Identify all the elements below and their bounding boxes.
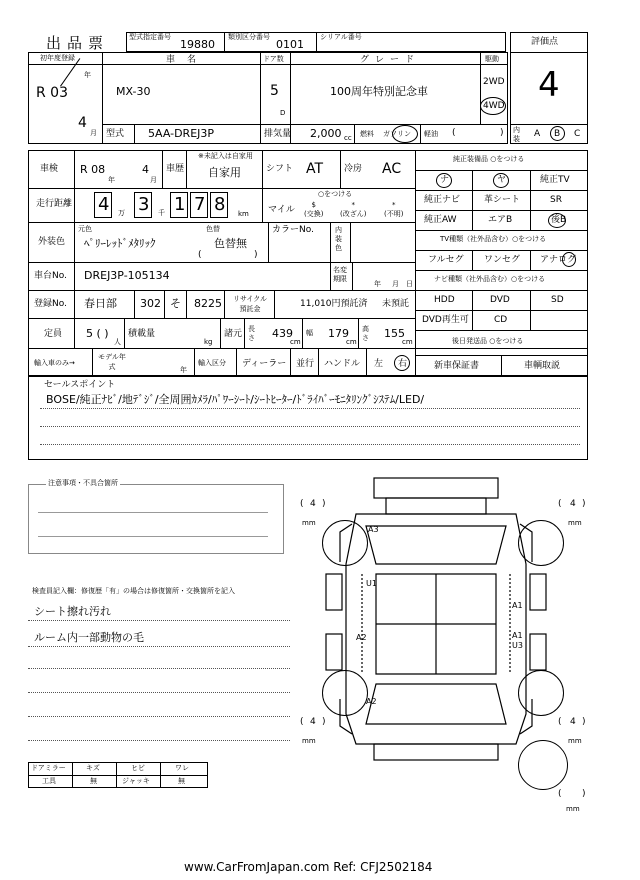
first-registration-era: R 03 [36, 85, 68, 101]
inspector-note-1: シート擦れ汚れ [34, 605, 111, 618]
sheet-title: 出品票 [46, 34, 110, 52]
later-manual: 車輌取説 [524, 361, 561, 371]
model-type-label: 型式 [106, 129, 125, 139]
navi-dvd-play: DVD再生可 [422, 315, 469, 325]
interior-label: 内装 [513, 126, 520, 143]
tire-spare [518, 740, 568, 790]
tv-fullseg: フルセグ [428, 255, 464, 265]
model-designation-value: 19880 [180, 38, 215, 51]
acc-header-scratch: キズ [86, 764, 100, 772]
displacement-value: 2,000 [310, 127, 342, 140]
acc-tools-value: 無 [90, 777, 97, 785]
width-value: 179 [328, 327, 349, 340]
equip-navi-mark: ナ [440, 175, 450, 185]
mileage-digit-3: 1 [174, 194, 186, 215]
registration-region: 春日部 [84, 297, 117, 310]
tire-rl-depth: 4 [310, 717, 316, 727]
registration-kana: そ [170, 297, 181, 310]
import-parallel: 並行 [296, 359, 315, 369]
ac-value: AC [382, 161, 402, 177]
equip-sunroof: SR [550, 195, 562, 205]
repaint-value: 色替無 [214, 237, 247, 250]
acc-jack-label: ジャッキ [122, 777, 150, 785]
import-dealer: ディーラー [242, 359, 287, 369]
model-designation-label: 型式指定番号 [129, 33, 171, 41]
mileage-mile: マイル [268, 205, 295, 215]
handle-right-circle [394, 355, 410, 371]
height-value: 155 [384, 327, 405, 340]
sales-point-label: セールスポイント [44, 380, 116, 390]
navi-cd: CD [494, 315, 508, 325]
score-value: 4 [538, 65, 560, 105]
import-label: 輸入車のみ→ [34, 359, 75, 367]
sales-point-text: BOSE/純正ﾅﾋﾞ/地ﾃﾞｼﾞ/全周囲ｶﾒﾗ/ﾊﾟﾜｰｼｰﾄ/ｼｰﾄﾋｰﾀｰ/ﾄﾞﾗｲﾊﾞｰﾓﾆﾀﾘﾝｸﾞｼｽﾃﾑ/LED/ [46, 393, 425, 406]
later-shipping-header: 後日発送品 ○をつける [452, 337, 524, 345]
inspector-note-2: ルーム内一部動物の毛 [34, 631, 144, 644]
interior-b-circle [550, 126, 565, 141]
damage-a1: A1 [512, 601, 523, 610]
drive-2wd: 2WD [483, 77, 505, 87]
acc-header-mirror: ドアミラー [31, 764, 66, 772]
equip-genuine-aw: 純正AW [424, 215, 457, 225]
equipment-header: 純正装備品 ○をつける [453, 155, 525, 163]
navi-dvd: DVD [490, 295, 510, 305]
model-year-label: モデル年式 [98, 353, 126, 371]
navi-type-header: ナビ種類（社外品含む）○をつける [434, 275, 546, 283]
chassis-value: DREJ3P-105134 [84, 269, 170, 282]
tire-rear-left [322, 670, 368, 716]
first-registration-month: 4 [78, 115, 87, 131]
handle-label: ハンドル [324, 359, 361, 369]
equip-leather-circle [493, 173, 509, 188]
mileage-altered: * (改ざん) [340, 201, 367, 218]
category-value: 0101 [276, 38, 304, 51]
navi-sd: SD [551, 295, 564, 305]
capacity-label: 定員 [44, 329, 63, 339]
equip-navi-circle [436, 173, 452, 188]
later-warranty: 新車保証書 [434, 361, 480, 371]
tire-rear-right [518, 670, 564, 716]
interior-color-label: 内装色 [335, 226, 342, 252]
mileage-label: 走行距離 [36, 199, 73, 209]
equip-genuine-navi: 純正ナビ [424, 195, 461, 205]
fuel-gasoline-circle [392, 125, 418, 143]
inspection-label: 車検 [40, 164, 59, 174]
inspection-era: R 08 [80, 163, 106, 176]
notes-box [28, 484, 284, 554]
usage-value: 自家用 [208, 166, 241, 179]
damage-u1: U1 [366, 579, 377, 588]
recycle-unpaid: 未預託 [382, 299, 410, 309]
interior-c: C [574, 129, 581, 139]
tv-analog-circle [562, 252, 576, 267]
tire-fl-depth: 4 [310, 499, 316, 509]
mileage-digit-1: 4 [98, 194, 110, 215]
exterior-color-value: ﾍﾟﾘｰﾚｯﾄﾞﾒﾀﾘｯｸ [84, 237, 156, 250]
damage-a1-u3: A1 [512, 631, 523, 640]
mileage-check-label: ○をつける [318, 190, 353, 198]
recycle-label: リサイクル預託金 [232, 295, 268, 313]
handle-left: 左 [374, 359, 384, 369]
dimensions-label: 諸元 [224, 329, 243, 339]
fuel-label: 燃料 [360, 130, 374, 138]
mileage-unknown: * (不明) [384, 201, 404, 218]
doors-value: 5 [270, 83, 279, 99]
color-no-label: カラーNo. [272, 225, 314, 235]
length-value: 439 [272, 327, 293, 340]
grade-label: グレード [360, 55, 421, 65]
mileage-exchange: $ (交換) [304, 201, 324, 218]
damage-a3: A3 [368, 525, 379, 534]
import-type-label: 輸入区分 [198, 359, 226, 367]
category-label: 類別区分番号 [228, 33, 270, 41]
serial-label: シリアル番号 [320, 33, 362, 41]
equip-leather-seat: 革シート [484, 195, 521, 205]
mileage-digits: 4 万 3 千 1 7 8 [98, 194, 226, 217]
equip-tv: 純正TV [540, 175, 570, 185]
notes-label: 注意事項・不具合箇所 [48, 479, 118, 487]
car-damage-diagram [296, 474, 596, 764]
tire-fr-depth: 4 [570, 499, 576, 509]
registration-label: 登録No. [34, 299, 67, 309]
navi-hdd: HDD [434, 295, 455, 305]
equip-rear-b-circle [548, 213, 566, 228]
mileage-digit-5: 8 [214, 194, 226, 215]
chassis-label: 車台No. [34, 271, 67, 281]
model-type-value: 5AA-DREJ3P [148, 127, 215, 140]
footer-watermark: www.CarFromJapan.com Ref: CFJ2502184 [184, 860, 433, 874]
car-name-value: MX-30 [116, 85, 151, 98]
registration-class: 302 [140, 297, 161, 310]
shift-value: AT [306, 161, 324, 177]
name-change-label: 名変期限 [333, 266, 347, 283]
damage-a2-mid: A2 [356, 633, 367, 642]
fuel-diesel-label: 軽油 [424, 130, 438, 138]
shift-label: シフト [266, 164, 294, 174]
acc-jack-value: 無 [178, 777, 185, 785]
acc-tools-label: 工具 [42, 777, 56, 785]
equip-leather-mark: ヤ [497, 175, 507, 185]
tv-analog: アナログ [540, 255, 577, 265]
recycle-value: 11,010円預託済 [300, 299, 368, 309]
inspector-label: 検査員記入欄：修復歴「有」の場合は修復箇所・交換箇所を記入 [32, 587, 235, 595]
usage-label: 車歴 [166, 164, 185, 174]
usage-note: ※未記入は自家用 [198, 152, 253, 160]
displacement-label: 排気量 [264, 129, 292, 139]
fuel-value: ガソリン [383, 130, 411, 138]
tv-oneseg: ワンセグ [484, 255, 521, 265]
ac-label: 冷房 [344, 164, 363, 174]
first-registration-label: 初年度登録 [40, 54, 75, 62]
load-label: 積載量 [128, 329, 156, 339]
capacity-value: 5 ( ) [86, 327, 109, 340]
interior-a: A [534, 129, 541, 139]
drive-label: 駆動 [485, 55, 499, 63]
exterior-color-label: 外装色 [38, 237, 66, 247]
drive-4wd: 4WD [483, 101, 505, 111]
doors-label: ドア数 [263, 55, 284, 63]
acc-header-break: ワレ [175, 764, 189, 772]
mileage-digit-4: 7 [194, 194, 206, 215]
tv-type-header: TV種類（社外品含む）○をつける [440, 235, 547, 243]
interior-b: B [554, 129, 561, 139]
tire-rr-depth: 4 [570, 717, 576, 727]
registration-number: 8225 [194, 297, 222, 310]
svg-text:U3: U3 [512, 641, 523, 650]
equip-airbag: エアB [488, 215, 513, 225]
equip-rear-b: 後B [551, 215, 567, 225]
mileage-digit-2: 3 [138, 194, 150, 215]
acc-header-crack: ヒビ [131, 764, 145, 772]
drive-4wd-circle [480, 97, 506, 115]
score-label: 評価点 [531, 37, 559, 47]
grade-value: 100周年特別記念車 [330, 85, 428, 98]
damage-a2-rear: A2 [366, 697, 377, 706]
tire-front-left [322, 520, 368, 566]
car-name-label: 車名 [166, 55, 209, 65]
tire-front-right [518, 520, 564, 566]
handle-right: 右 [398, 359, 408, 369]
inspection-month: 4 [142, 163, 149, 176]
